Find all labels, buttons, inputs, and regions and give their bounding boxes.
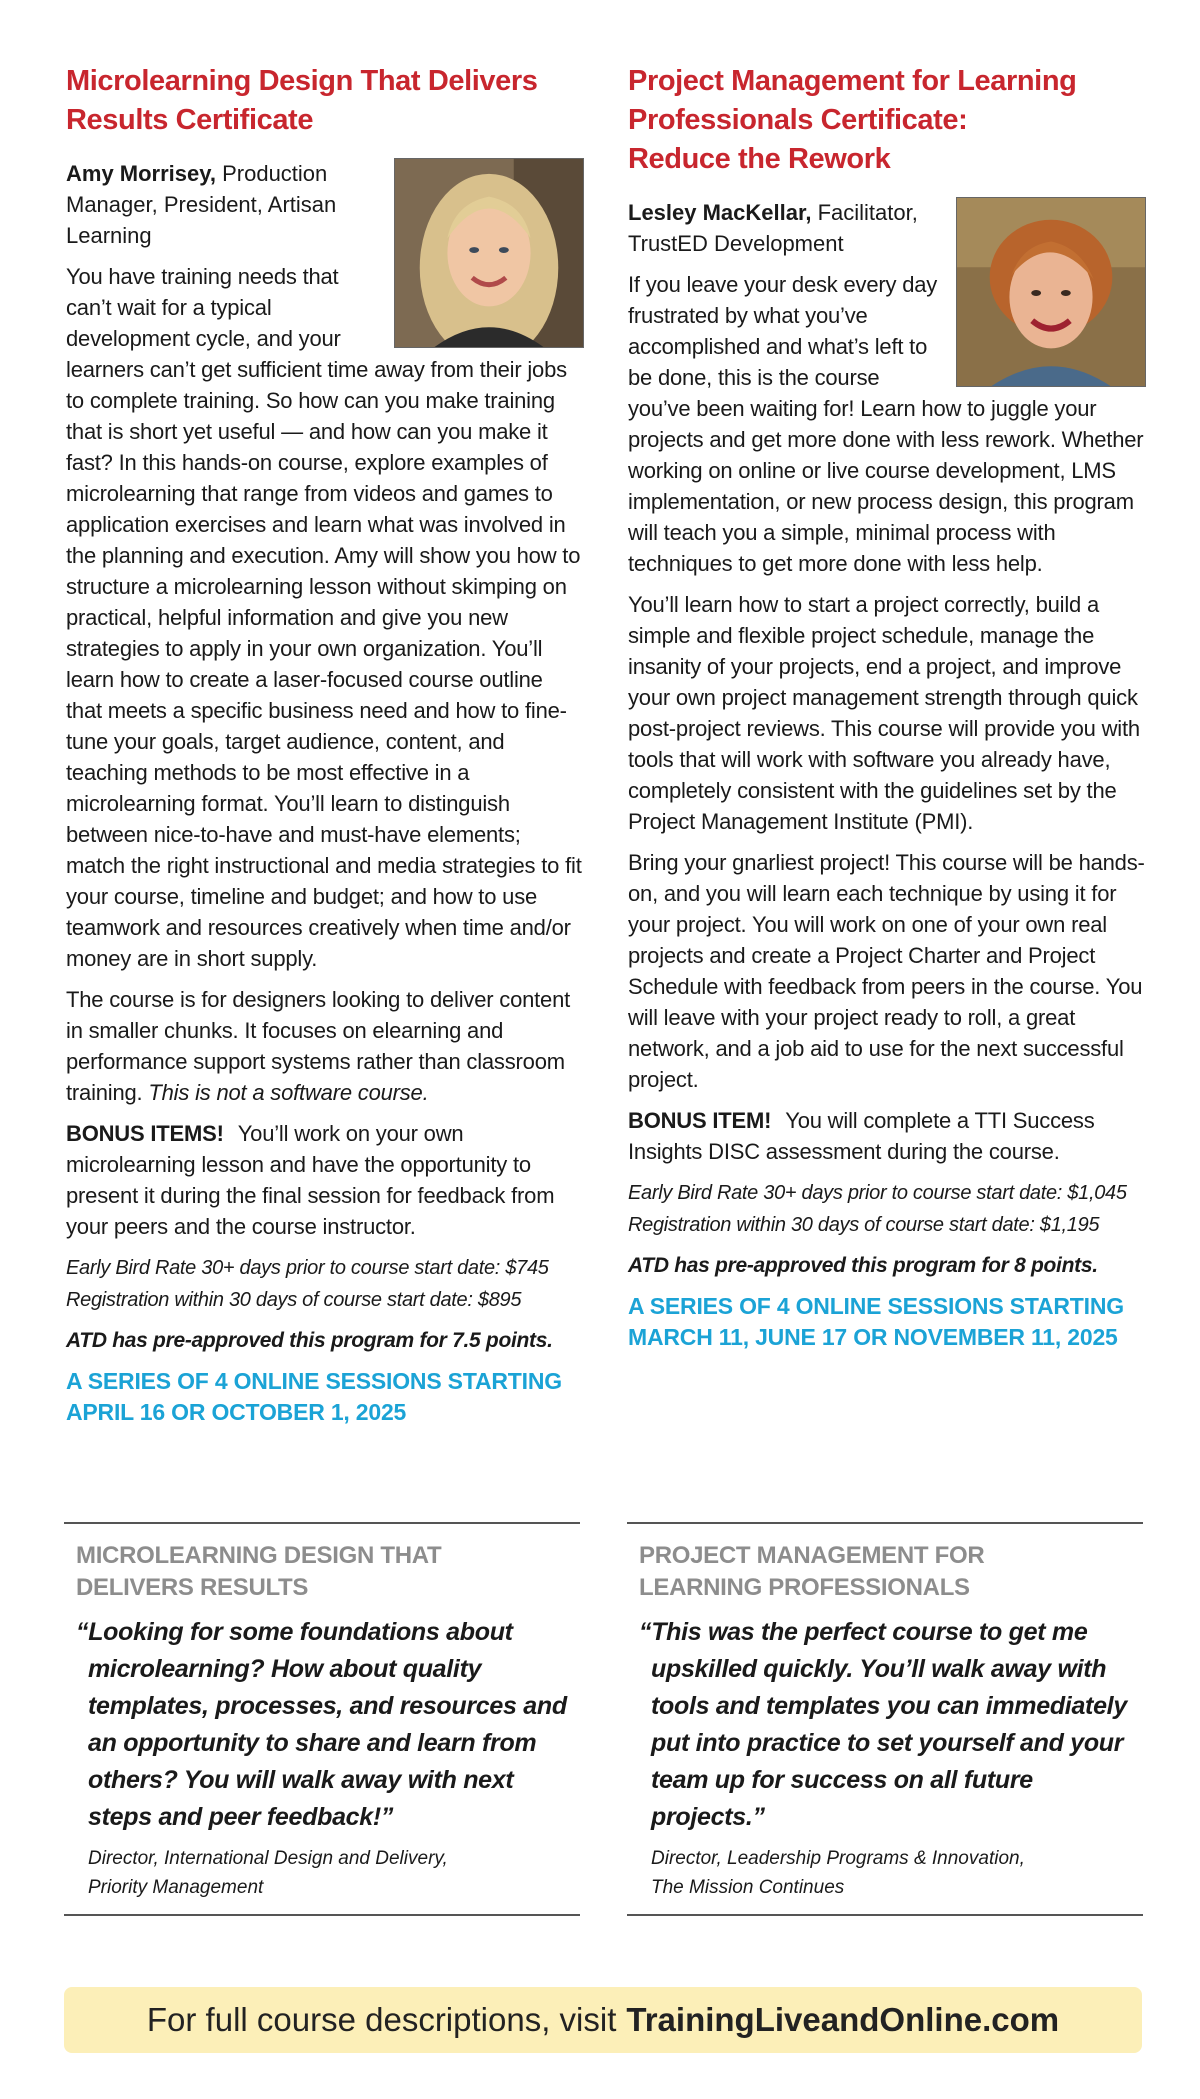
atd-approval: ATD has pre-approved this program for 7.5 points. <box>66 1329 553 1352</box>
registration-rate: Registration within 30 days of course start date: $1,195 <box>628 1214 1100 1236</box>
atd-approval: ATD has pre-approved this program for 8 points. <box>628 1254 1098 1277</box>
course-title: Project Management for Learning Professionals Certificate: Reduce the Rework <box>628 65 1077 175</box>
presenter-photo <box>394 158 584 348</box>
bonus-items: BONUS ITEMS! You’ll work on your own microlearning lesson and have the opportunity to present it during the final session for feedback from your peers and the course instructor. <box>66 1121 555 1239</box>
early-bird-rate: Early Bird Rate 30+ days prior to course start date: $745 <box>66 1257 549 1279</box>
testimonial-microlearning <box>64 1522 580 1916</box>
presenter-photo <box>956 197 1146 387</box>
presenter-name: Lesley MacKellar, <box>628 200 812 225</box>
session-dates: A SERIES OF 4 ONLINE SESSIONS STARTING APRIL 16 OR OCTOBER 1, 2025 <box>66 1368 562 1425</box>
testimonial-heading: PROJECT MANAGEMENT FOR LEARNING PROFESSIONALS <box>639 1542 985 1601</box>
testimonial-heading: MICROLEARNING DESIGN THAT DELIVERS RESULTS <box>76 1542 442 1601</box>
course-column-project-management <box>628 62 1146 1353</box>
website-link[interactable]: TrainingLiveandOnline.com <box>626 2001 1060 2038</box>
presenter-name: Amy Morrisey, <box>66 161 216 186</box>
course-note: The course is for designers looking to deliver content in smaller chunks. It focuses on elearning and performance support systems rather than classroom training. This is not a software course. <box>66 987 571 1105</box>
course-title: Microlearning Design That Delivers Results Certificate <box>66 65 538 136</box>
course-description: Bring your gnarliest project! This course will be hands-on, and you will learn each technique by using it for your project. You will work on one of your own real projects and create a Project Charter and Project Schedule with feedback from peers in the course. You will leave with your project ready to roll, a great network, and a job aid to use for the next successful project. <box>628 850 1145 1092</box>
presenter-portrait-red-haired-woman-image <box>957 198 1145 386</box>
pricing <box>628 1177 1146 1241</box>
session-dates: A SERIES OF 4 ONLINE SESSIONS STARTING MARCH 11, JUNE 17 OR NOVEMBER 11, 2025 <box>628 1293 1124 1350</box>
testimonial-project-management <box>627 1522 1143 1916</box>
presenter-portrait-blonde-woman-image <box>395 159 583 347</box>
presenter-role: Facilitator, TrustED Development <box>628 200 918 256</box>
testimonial-attribution: Director, International Design and Delivery, Priority Management <box>88 1848 448 1898</box>
testimonial-quote: “This was the perfect course to get me upskilled quickly. You’ll walk away with tools and templates you can immediately put into practice to set yourself and your team up for success on all future projects.” <box>639 1618 1127 1831</box>
course-description: You’ll learn how to start a project correctly, build a simple and flexible project schedule, manage the insanity of your projects, end a project, and improve your own project management strength through quick post-project reviews. This course will provide you with tools that will work with software you already have, completely consistent with the guidelines set by the Project Management Institute (PMI). <box>628 592 1140 834</box>
registration-rate: Registration within 30 days of course start date: $895 <box>66 1289 522 1311</box>
bonus-label: BONUS ITEM! <box>628 1108 772 1133</box>
early-bird-rate: Early Bird Rate 30+ days prior to course start date: $1,045 <box>628 1182 1127 1204</box>
course-column-microlearning <box>66 62 584 1428</box>
presenter-role: Production Manager, President, Artisan Learning <box>66 161 337 248</box>
testimonial-attribution: Director, Leadership Programs & Innovation, The Mission Continues <box>651 1848 1025 1898</box>
footer-banner <box>64 1987 1142 2053</box>
course-description: If you leave your desk every day frustrated by what you’ve accomplished and what’s left to be done, this is the course you’ve been waiting for! Learn how to juggle your projects and get more done with less rework. Whether working on online or live course development, LMS implementation, or new process design, this program will teach you a simple, minimal process with techniques to get more done with less help. <box>628 272 1144 576</box>
pricing <box>66 1252 584 1316</box>
bonus-items: BONUS ITEM! You will complete a TTI Success Insights DISC assessment during the course. <box>628 1108 1095 1164</box>
testimonial-quote: “Looking for some foundations about microlearning? How about quality templates, processes, and resources and an opportunity to share and learn from others? You will walk away with next steps and peer feedback!” <box>76 1618 567 1831</box>
footer-prefix: For full course descriptions, visit <box>146 2001 617 2038</box>
bonus-label: BONUS ITEMS! <box>66 1121 224 1146</box>
course-description: You have training needs that can’t wait for a typical development cycle, and your learners can’t get sufficient time away from their jobs to complete training. So how can you make training that is short yet useful — and how can you make it fast? In this hands-on course, explore examples of microlearning that range from videos and games to application exercises and learn what was involved in the planning and execution. Amy will show you how to structure a microlearning lesson without skimping on practical, helpful information and give you new strategies to apply in your own organization. You’ll learn how to create a laser-focused course outline that meets a specific business need and how to fine-tune your goals, target audience, content, and teaching methods to be most effective in a microlearning format. You’ll learn to distinguish between nice-to-have and must-have elements; match the right instructional and media strategies to fit your course, timeline and budget; and how to use teamwork and resources creatively when time and/or money are in short supply. <box>66 264 582 971</box>
